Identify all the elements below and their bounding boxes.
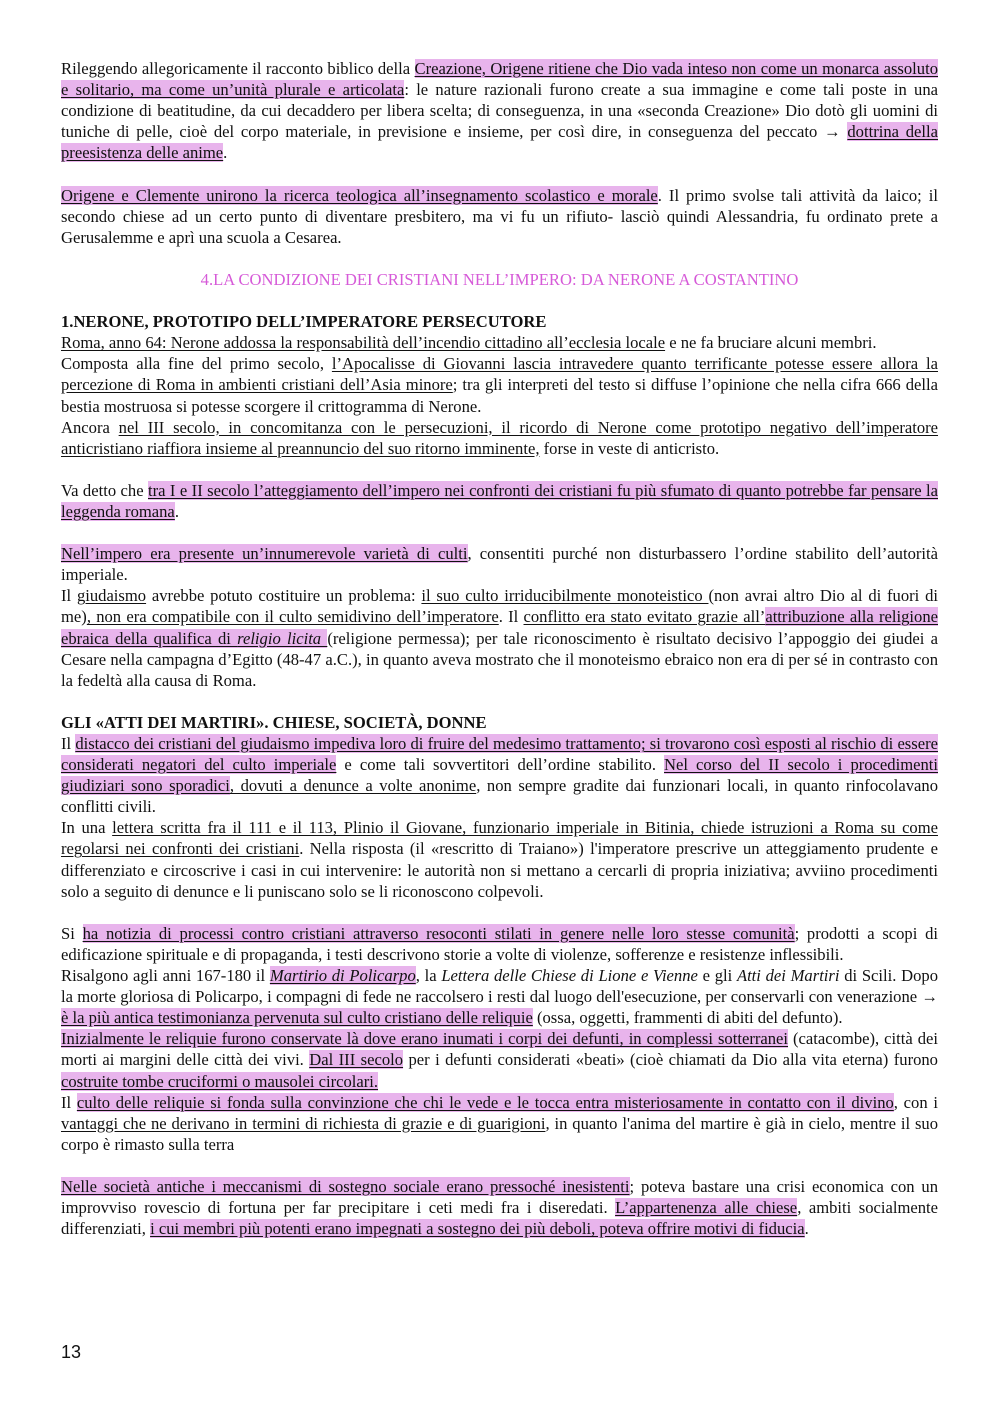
arrow-icon: → [824, 122, 841, 142]
paragraph-processi: Si ha notizia di processi contro cristiani attraverso resoconti stilati in genere nelle loro stesse comunità; prodotti a scopi di edificazione spirituale e di propaganda, i testi descrivono storie a volte di violenze, sofferenze e resistenze inflessibili. [61, 923, 938, 964]
paragraph-apocalisse: Composta alla fine del primo secolo, l’Apocalisse di Giovanni lascia intravedere quanto terrificante potesse essere allora la percezione di Roma in ambienti cristiani dell’Asia minore; tra gli interpreti del testo si diffuse l’opinione che nella cifra 666 della bestia mostruosa si potesse scorgere il crittogramma di Nerone. [61, 354, 938, 416]
underlined-text: il suo culto irriducibilmente monoteistico [421, 586, 709, 606]
highlighted-text: ha notizia di processi contro cristiani attraverso resoconti stilati in genere nelle loro stesse comunità [82, 923, 795, 943]
highlighted-text: Nel corso del II secolo i procedimenti giudiziari sono sporadici [61, 755, 938, 796]
paragraph-iii-secolo: Ancora nel III secolo, in concomitanza con le persecuzioni, il ricordo di Nerone come prototipo negativo dell’imperatore anticristiano riaffiora insieme al preannuncio del suo ritorno imminente, forse in veste di anticristo. [61, 417, 939, 458]
page-number: 13 [61, 1342, 82, 1362]
paragraph-plinio: In una lettera scritta fra il 111 e il 113, Plinio il Giovane, funzionario imperiale in Bitinia, chiede istruzioni a Roma su come regolarsi nei confronti dei cristiani. Nella risposta (il «rescritto di Traiano») l'imperatore prescrive un atteggiamento prudente e differenziato e circoscrive i casi in cui intervenire: le autorità non si mettano a cercarli di propria iniziativa; avviino procedimenti solo a seguito di denunce e li puniscano solo se li riconoscono colpevoli. [61, 818, 939, 901]
paragraph-varieta-culti: Nell’impero era presente un’innumerevole varietà di culti, consentiti purché non disturbassero l’ordine stabilito dell’autorità imperiale. [61, 544, 938, 585]
underlined-text: conflitto era stato evitato grazie all’ [523, 607, 766, 627]
highlighted-text: Nelle società antiche i meccanismi di sostegno sociale erano pressoché inesistenti [61, 1176, 630, 1196]
paragraph-distacco-giudaismo: Il distacco dei cristiani del giudaismo impediva loro di fruire del medesimo trattamento; si trovarono così esposti al rischio di essere considerati negatori del culto imperiale e come tali sovvertitori dell’ordine stabilito. Nel corso del II secolo i procedimenti giudiziari sono sporadici, dovuti a denunce a volte anonime, non sempre gradite dai funzionari locali, in quanto rinfocolavano conflitti civili. [61, 734, 939, 817]
underlined-text: Roma, anno 64: Nerone addossa la responsabilità dell’incendio cittadino all’ecclesia locale [61, 333, 666, 353]
highlighted-text: L’appartenenza alle chiese [615, 1198, 798, 1218]
paragraph-giudaismo: Il giudaismo avrebbe potuto costituire un problema: il suo culto irriducibilmente monoteistico (non avrai altro Dio al di fuori di me), non era compatibile con il culto semidivino dell’imperatore. Il conflitto era stato evitato grazie all’attribuzione alla religione ebraica della qualifica di religio licita (religione permessa); per tale riconoscimento è risultato decisivo l’appoggio dei giudei a Cesare nella campagna d’Egitto (48-47 a.C.), in quanto aveva mostrato che il monoteismo ebraico non era di per sé in contrasto con la fedeltà alla causa di Roma. [61, 586, 938, 690]
underlined-text: l’Apocalisse di Giovanni lascia intravedere quanto terrificante potesse essere allora la percezione di Roma in ambienti cristiani dell’Asia minore [61, 354, 938, 395]
highlighted-text: tra I e II secolo l’atteggiamento dell’impero nei confronti dei cristiani fu più sfumato di quanto potrebbe far pensare la leggenda romana [61, 480, 938, 521]
highlighted-text: attribuzione alla religione ebraica della qualifica di [61, 607, 938, 648]
section-heading-atti-martiri: GLI «ATTI DEI MARTIRI». CHIESE, SOCIETÀ, DONNE [61, 712, 487, 732]
document-page [61, 58, 938, 1239]
underlined-text: vantaggi che ne derivano in termini di richiesta di grazie e di guarigioni [61, 1113, 546, 1133]
highlighted-text: Dal III secolo [309, 1050, 404, 1070]
underlined-text: giudaismo [76, 586, 147, 606]
chapter-title: 4.LA CONDIZIONE DEI CRISTIANI NELL’IMPERO: DA NERONE A COSTANTINO [200, 269, 799, 289]
paragraph-sostegno-sociale: Nelle società antiche i meccanismi di sostegno sociale erano pressoché inesistenti; poteva bastare una crisi economica con un improvviso rovescio di fortuna per far precipitare i ceti medi fra i diseredati. L’appartenenza alle chiese, ambiti socialmente differenziati, i cui membri più potenti erano impegnati a sostegno dei più deboli, poteva offrire motivi di fiducia. [61, 1176, 938, 1239]
underlined-text: lettera scritta fra il 111 e il 113, Plinio il Giovane, funzionario imperiale in Bitinia, chiede istruzioni a Roma su come regolarsi nei confronti dei cristiani [61, 818, 938, 859]
underlined-text: nel III secolo, in concomitanza con le persecuzioni, il ricordo di Nerone come prototipo negativo dell’imperatore anticristiano riaffiora insieme al preannuncio del suo ritorno imminente, [61, 417, 939, 458]
paragraph-origene-creazione: Rileggendo allegoricamente il racconto biblico della Creazione, Origene ritiene che Dio vada inteso non come un monarca assoluto e solitario, ma come un’unità plurale e articolata: le nature razionali furono create a sua immagine e come tali poste in una condizione di beatitudine, da cui decaddero per libera scelta; di conseguenza, in una «seconda Creazione» Dio dotò gli uomini di tuniche di pelle, cioè del corpo materiale, in previsione e insieme, per così dire, in conseguenza del peccato → dottrina della preesistenza delle anime. [61, 59, 938, 163]
underlined-text: , dovuti a denunce a volte anonime [229, 776, 477, 796]
paragraph-policarpo: Risalgono agli anni 167-180 il Martirio di Policarpo, la Lettera delle Chiese di Lione e Vienne e gli Atti dei Martiri di Scili. Dopo la morte gloriosa di Policarpo, i compagni di fede ne raccolsero i resti dal luogo dell'esecuzione, per conservarli con venerazione → è la più antica testimonianza pervenuta sul culto cristiano delle reliquie (ossa, oggetti, frammenti di abiti del defunto). [61, 966, 938, 1028]
paragraph-reliquie-conservate: Inizialmente le reliquie furono conservate là dove erano inumati i corpi dei defunti, in complessi sotterranei (catacombe), città dei morti ai margini delle città dei vivi. Dal III secolo per i defunti considerati «beati» (cioè chiamati da Dio alla vita eterna) furono costruite tombe cruciformi o mausolei circolari. [61, 1029, 938, 1091]
highlighted-italic-text: Martirio di Policarpo [269, 966, 416, 986]
highlighted-text: i cui membri più potenti erano impegnati a sostegno dei più deboli, poteva offrire motivi di fiducia [150, 1219, 805, 1239]
highlighted-text: costruite tombe cruciformi o mausolei circolari. [61, 1071, 379, 1091]
highlighted-text: Origene e Clemente unirono la ricerca teologica all’insegnamento scolastico e morale [61, 185, 658, 205]
highlighted-text: culto delle reliquie si fonda sulla convinzione che chi le vede e le tocca entra misteriosamente in contatto con il divino [76, 1092, 894, 1112]
paragraph-culto-reliquie: Il culto delle reliquie si fonda sulla convinzione che chi le vede e le tocca entra misteriosamente in contatto con il divino, con i vantaggi che ne derivano in termini di richiesta di grazie e di guarigioni, in quanto l'anima del martire è già in cielo, mentre il suo corpo è rimasto sulla terra [61, 1092, 938, 1154]
section-heading-nerone: 1.NERONE, PROTOTIPO DELL’IMPERATORE PERSECUTORE [61, 312, 547, 332]
italic-title: Atti dei Martiri [736, 966, 840, 986]
arrow-icon: → [921, 987, 938, 1007]
paragraph-roma-64: Roma, anno 64: Nerone addossa la responsabilità dell’incendio cittadino all’ecclesia locale e ne fa bruciare alcuni membri. [61, 333, 877, 353]
highlighted-text: distacco dei cristiani del giudaismo impediva loro di fruire del medesimo trattamento; si trovarono così esposti al rischio di essere considerati negatori del culto imperiale [61, 734, 938, 775]
underlined-text: , non era compatibile con il culto semidivino dell’imperatore [86, 607, 499, 627]
highlighted-text: Creazione, Origene ritiene che Dio vada inteso non come un monarca assoluto e solitario, ma come un’unità plurale e articolata [61, 59, 938, 100]
highlighted-text: Inizialmente le reliquie furono conservate là dove erano inumati i corpi dei defunti, in complessi sotterranei [61, 1029, 789, 1049]
paragraph-atteggiamento-impero: Va detto che tra I e II secolo l’atteggiamento dell’impero nei confronti dei cristiani fu più sfumato di quanto potrebbe far pensare la leggenda romana. [61, 480, 938, 521]
highlighted-text: Nell’impero era presente un’innumerevole varietà di culti [61, 544, 468, 564]
italic-title: Lettera delle Chiese di Lione e Vienne [441, 966, 698, 986]
paragraph-origene-clemente: Origene e Clemente unirono la ricerca teologica all’insegnamento scolastico e morale. Il primo svolse tali attività da laico; il secondo chiese ad un certo punto di diventare presbitero, ma vi fu un rifiuto- lasciò quindi Alessandria, fu ordinato prete a Gerusalemme e aprì una scuola a Cesarea. [61, 185, 938, 247]
highlighted-text: è la più antica testimonianza pervenuta sul culto cristiano delle reliquie [61, 1008, 533, 1028]
highlighted-text: dottrina della preesistenza delle anime [61, 122, 938, 163]
highlighted-italic-text: religio licita [237, 628, 328, 648]
